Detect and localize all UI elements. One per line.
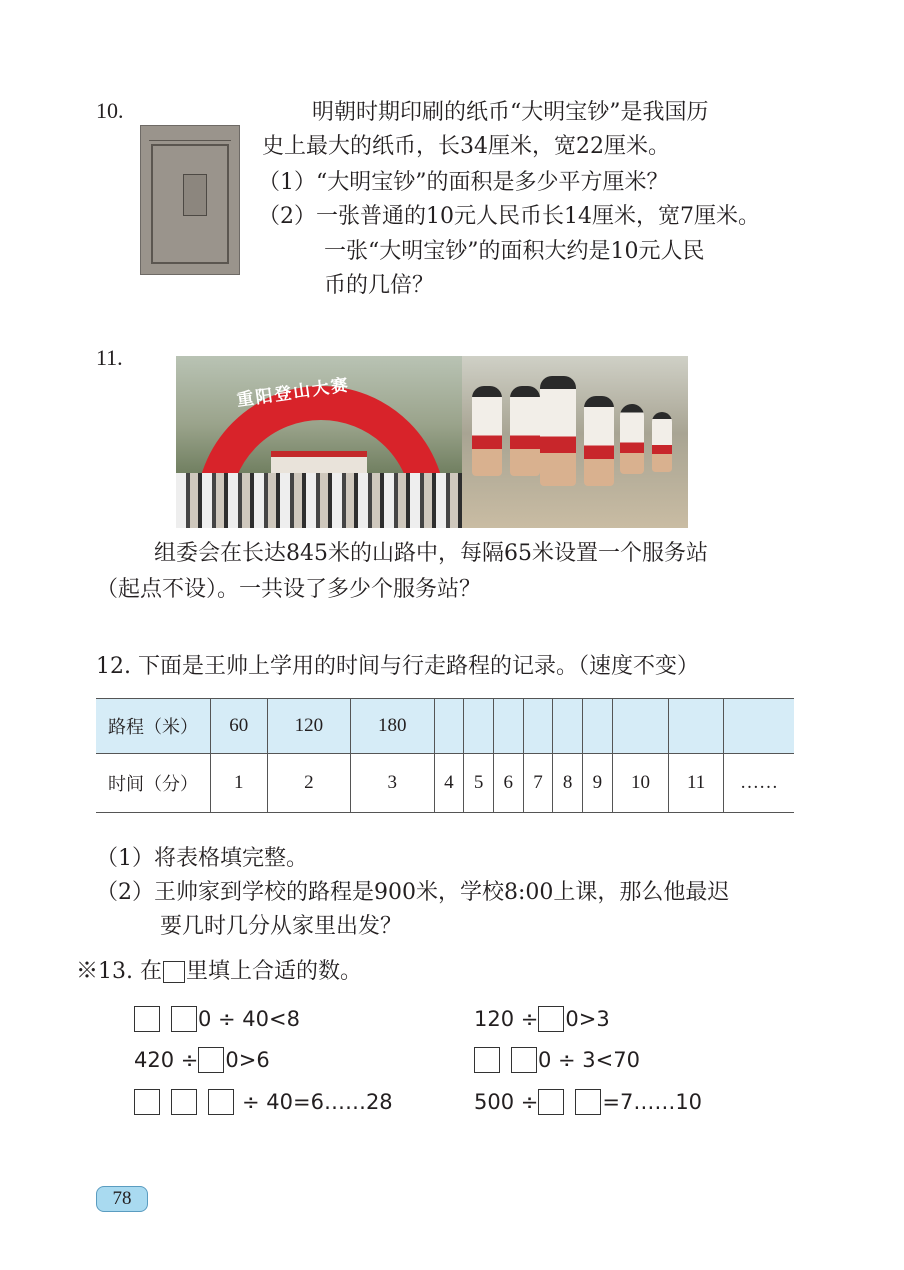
arch-banner-text: 重阳登山大赛 <box>235 375 352 411</box>
q13-title-prefix: ※13. 在 <box>76 959 162 984</box>
q12-sub-question-2-line1: （2）王帅家到学校的路程是900米，学校8:00上课，那么他最迟 <box>96 880 730 905</box>
answer-box[interactable] <box>208 1089 234 1115</box>
q12-sub-question-1: （1）将表格填完整。 <box>96 846 308 871</box>
table-cell <box>612 699 669 754</box>
page-number: 78 <box>96 1186 148 1212</box>
answer-box[interactable] <box>171 1006 197 1032</box>
q13-equation-1 <box>134 1004 300 1034</box>
table-cell: 60 <box>211 699 268 754</box>
answer-box[interactable] <box>538 1089 564 1115</box>
answer-box[interactable] <box>511 1047 537 1073</box>
equation-text: ÷ 40=6……28 <box>242 1090 393 1114</box>
answer-box[interactable] <box>134 1089 160 1115</box>
table-cell: 1 <box>211 754 268 813</box>
table-cell: 6 <box>493 754 523 813</box>
answer-box-icon <box>163 961 185 983</box>
question-13-title <box>76 955 362 989</box>
table-cell: …… <box>724 754 795 813</box>
equation-text: =7……10 <box>602 1090 703 1114</box>
q11-text-line2: （起点不设）。一共设了多少个服务站？ <box>96 577 482 602</box>
q10-sub-question-1: （1）“大明宝钞”的面积是多少平方厘米？ <box>258 170 669 195</box>
question-10-number: 10. <box>96 98 124 123</box>
q10-sub-question-2-line2: 一张“大明宝钞”的面积大约是10元人民 <box>324 239 705 264</box>
table-cell <box>724 699 795 754</box>
table-cell: 9 <box>583 754 613 813</box>
table-cell: 7 <box>523 754 553 813</box>
table-cell <box>493 699 523 754</box>
ming-banknote-image <box>140 125 240 275</box>
table-row-label: 时间（分） <box>96 754 211 813</box>
table-row-distance <box>96 699 794 754</box>
answer-box[interactable] <box>198 1047 224 1073</box>
distance-time-table <box>96 698 794 813</box>
table-cell <box>583 699 613 754</box>
table-cell: 3 <box>351 754 434 813</box>
table-cell: 8 <box>553 754 583 813</box>
table-cell: 10 <box>612 754 669 813</box>
table-cell: 2 <box>267 754 350 813</box>
table-cell: 180 <box>351 699 434 754</box>
answer-box[interactable] <box>134 1006 160 1032</box>
table-cell: 5 <box>464 754 494 813</box>
mountain-race-arch-photo <box>176 356 462 528</box>
table-cell: 4 <box>434 754 464 813</box>
table-cell: 11 <box>669 754 724 813</box>
q13-equation-6 <box>474 1087 702 1117</box>
q13-equation-4 <box>474 1045 640 1075</box>
table-cell <box>553 699 583 754</box>
q10-text-line1: 明朝时期印刷的纸币“大明宝钞”是我国历 <box>312 100 709 125</box>
table-row-label: 路程（米） <box>96 699 211 754</box>
table-row-time <box>96 754 794 813</box>
q13-equation-3 <box>134 1045 270 1075</box>
equation-text: 0 ÷ 3<70 <box>538 1048 640 1072</box>
runners-photo <box>462 356 688 528</box>
equation-text: 120 ÷ <box>474 1007 539 1031</box>
q13-equation-2 <box>474 1004 610 1034</box>
q10-sub-question-2-line1: （2）一张普通的10元人民币长14厘米，宽7厘米。 <box>258 204 760 229</box>
q13-title-suffix: 里填上合适的数。 <box>185 959 362 984</box>
table-cell <box>669 699 724 754</box>
table-cell <box>523 699 553 754</box>
question-12-title: 12. 下面是王帅上学用的时间与行走路程的记录。（速度不变） <box>96 654 699 679</box>
answer-box[interactable] <box>474 1047 500 1073</box>
table-cell <box>434 699 464 754</box>
equation-text: 0>3 <box>565 1007 610 1031</box>
equation-text: 0>6 <box>225 1048 270 1072</box>
table-cell <box>464 699 494 754</box>
answer-box[interactable] <box>575 1089 601 1115</box>
question-11-number: 11. <box>96 345 123 370</box>
equation-text: 0 ÷ 40<8 <box>198 1007 300 1031</box>
table-cell: 120 <box>267 699 350 754</box>
q12-sub-question-2-line2: 要几时几分从家里出发？ <box>160 914 403 939</box>
q10-text-line2: 史上最大的纸币，长34厘米，宽22厘米。 <box>262 134 670 159</box>
answer-box[interactable] <box>171 1089 197 1115</box>
answer-box[interactable] <box>538 1006 564 1032</box>
equation-text: 500 ÷ <box>474 1090 539 1114</box>
q13-equation-5 <box>134 1087 393 1117</box>
equation-text: 420 ÷ <box>134 1048 199 1072</box>
q10-sub-question-2-line3: 币的几倍？ <box>324 273 435 298</box>
q11-text-line1: 组委会在长达845米的山路中，每隔65米设置一个服务站 <box>154 541 708 566</box>
